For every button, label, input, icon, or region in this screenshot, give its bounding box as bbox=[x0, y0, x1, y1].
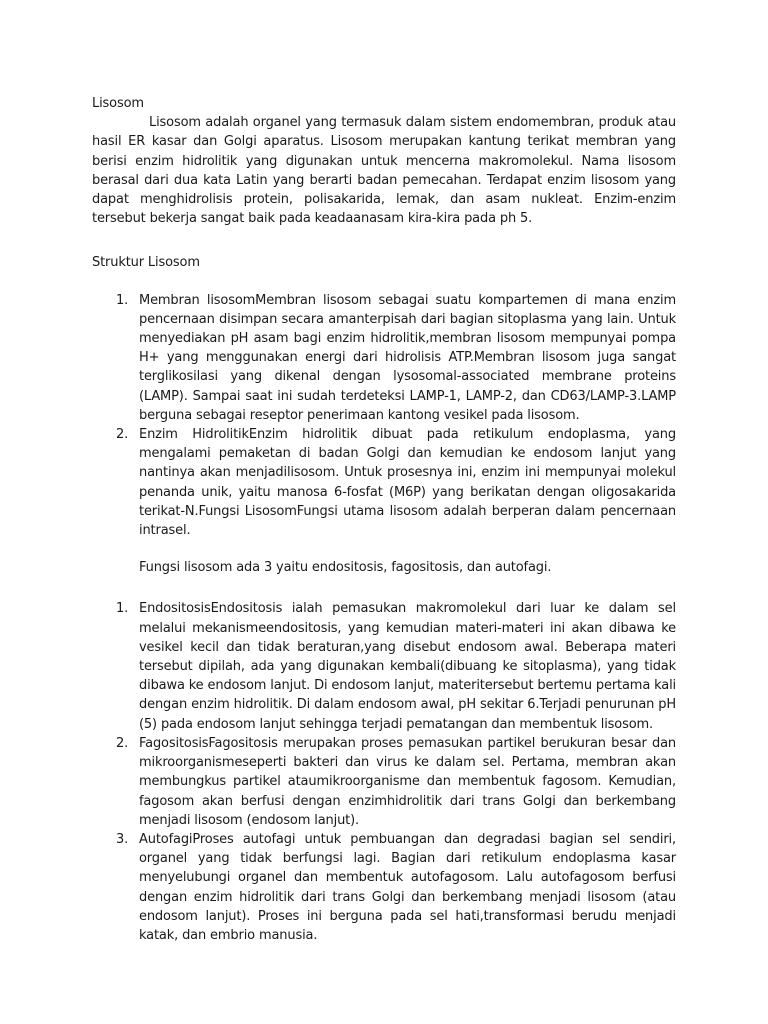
intro-paragraph: Lisosom adalah organel yang termasuk dalam sistem endomembran, produk atau hasil ER kasar dan Golgi aparatus. Lisosom merupakan kantung terikat membran yang berisi enzim hidrolitik yang digunakan untuk mencerna makromolekul. Nama lisosom berasal dari dua kata Latin yang berarti badan pemecahan. Terdapat enzim lisosom yang dapat menghidrolisis protein, polisakarida, lemak, dan asam nukleat. Enzim-enzim tersebut bekerja sangat baik pada keadaanasam kira-kira pada ph 5. bbox=[92, 115, 676, 227]
list-item-text: FagositosisFagositosis merupakan proses pemasukan partikel berukuran besar dan mikroorganismeseperti bakteri dan virus ke dalam sel. Pertama, membran akan membungkus partikel ataumikroorganisme dan membentuk fagosom. Kemudian, fagosom akan berfusi dengan enzimhidrolitik dari trans Golgi dan berkembang menjadi lisosom (endosom lanjut). bbox=[139, 735, 676, 828]
fungsi-list bbox=[92, 599, 676, 945]
list-item-number: 2. bbox=[116, 735, 129, 751]
list-item-text: AutofagiProses autofagi untuk pembuangan dan degradasi bagian sel sendiri, organel yang tidak berfungsi lagi. Bagian dari retikulum endoplasma kasar menyelubungi organel dan membentuk autofagosom. Lalu autofagosom berfusi dengan enzim hidrolitik dari trans Golgi dan berkembang menjadi lisosom (atau endosom lanjut). Proses ini berguna pada sel hati,transformasi berudu menjadi katak, dan embrio manusia. bbox=[139, 831, 676, 943]
document-body bbox=[92, 94, 676, 945]
struktur-heading: Struktur Lisosom bbox=[92, 255, 200, 271]
list-item bbox=[92, 599, 676, 733]
list-item-number: 1. bbox=[116, 601, 129, 617]
list-item-text: Membran lisosomMembran lisosom sebagai suatu kompartemen di mana enzim pencernaan disimpan secara amanterpisah dari bagian sitoplasma yang lain. Untuk menyediakan pH asam bagi enzim hidrolitik,membran lisosom mempunyai pompa H+ yang menggunakan energi dari hidrolisis ATP.Membran lisosom juga sangat terglikosilasi yang dikenal dengan lysosomal-associated membrane proteins (LAMP). Sampai saat ini sudah terdeteksi LAMP-1, LAMP-2, dan CD63/LAMP-3.LAMP berguna sebagai reseptor penerimaan kantong vesikel pada lisosom. bbox=[139, 292, 676, 423]
list-item-number: 2. bbox=[116, 427, 129, 443]
list-item-number: 3. bbox=[116, 831, 129, 847]
list-item bbox=[92, 291, 676, 425]
list-item bbox=[92, 425, 676, 540]
list-item-text: EndositosisEndositosis ialah pemasukan makromolekul dari luar ke dalam sel melalui mekanismeendositosis, yang kemudian materi-materi ini akan dibawa ke vesikel kecil dan tidak beraturan,yang disebut endosom awal. Beberapa materi tersebut dipilah, ada yang digunakan kembali(dibuang ke sitoplasma), yang tidak dibawa ke endosom lanjut. Di endosom lanjut, materitersebut bertemu pertama kali dengan enzim hidrolitik. Di dalam endosom awal, pH sekitar 6.Terjadi penurunan pH (5) pada endosom lanjut sehingga terjadi pematangan dan membentuk lisosom. bbox=[139, 601, 677, 732]
fungsi-intro: Fungsi lisosom ada 3 yaitu endositosis, fagositosis, dan autofagi. bbox=[139, 560, 552, 576]
list-item-text: Enzim HidrolitikEnzim hidrolitik dibuat pada retikulum endoplasma, yang mengalami pemaketan di badan Golgi dan kemudian ke endosom lanjut yang nantinya akan menjadilisosom. Untuk prosesnya ini, enzim ini mempunyai molekul penanda unik, yaitu manosa 6-fosfat (M6P) yang berikatan dengan oligosakarida terikat-N.Fungsi LisosomFungsi utama lisosom adalah berperan dalam pencernaan intrasel. bbox=[139, 427, 676, 539]
document-title: Lisosom bbox=[92, 96, 144, 111]
struktur-list bbox=[92, 291, 676, 541]
list-item-number: 1. bbox=[116, 292, 129, 308]
list-item bbox=[92, 830, 676, 945]
list-item bbox=[92, 734, 676, 830]
